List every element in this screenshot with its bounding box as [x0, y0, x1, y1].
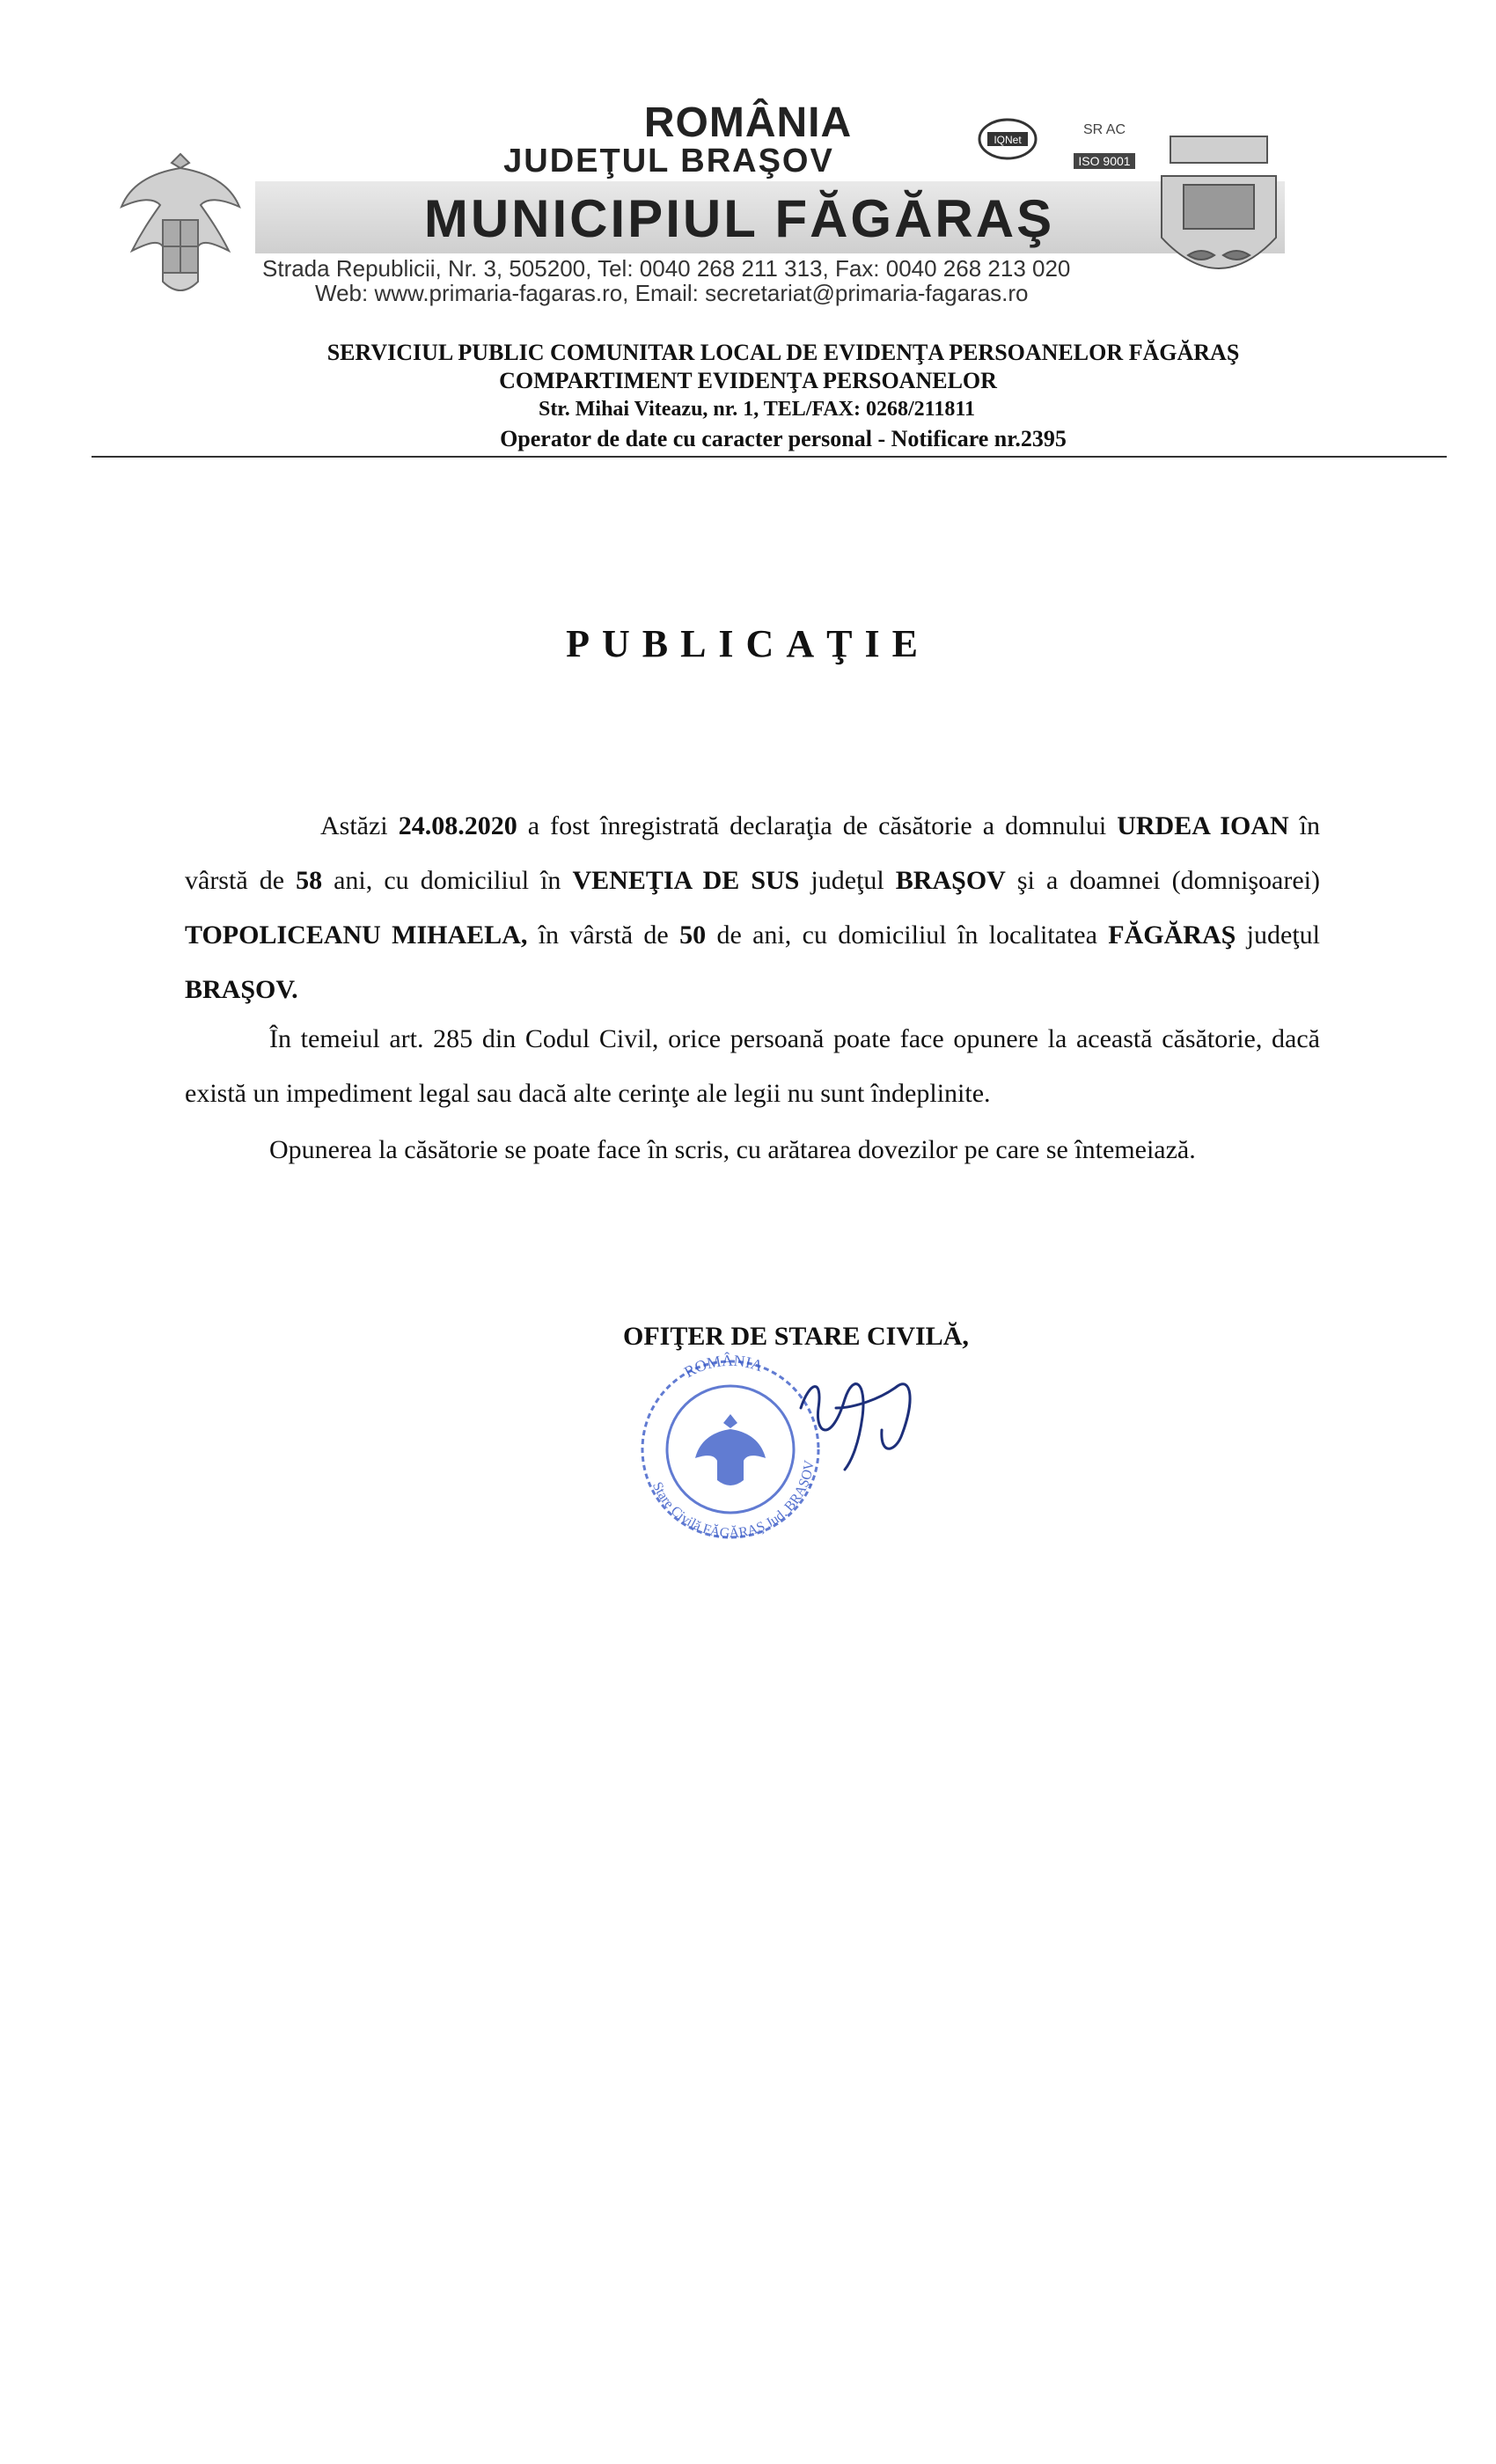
header-country: ROMÂNIA — [643, 99, 853, 146]
paragraph-opposition: Opunerea la căsătorie se poate face în scris, cu arătarea dovezilor pe care se întemeiază. — [269, 1135, 1196, 1164]
bride-name: TOPOLICEANU MIHAELA, — [185, 920, 528, 950]
groom-town: VENEŢIA DE SUS — [572, 866, 800, 895]
bride-age: 50 — [679, 920, 707, 950]
p1-text: şi a doamnei (domnişoarei) — [1005, 866, 1320, 895]
service-name: SERVICIUL PUBLIC COMUNITAR LOCAL DE EVIDENŢA PERSOANELOR FĂGĂRAŞ — [326, 340, 1240, 365]
groom-county: BRAŞOV — [895, 866, 1006, 895]
stamp-top-text: ROMÂNIA — [681, 1351, 766, 1382]
declaration-date: 24.08.2020 — [398, 811, 517, 840]
certification-logos-icon — [968, 114, 1135, 176]
header-web-email: Web: www.primaria-fagaras.ro, Email: secretariat@primaria-fagaras.ro — [315, 280, 1029, 306]
signer-title: OFIŢER DE STARE CIVILĂ, — [623, 1322, 969, 1351]
document-title: PUBLICAŢIE — [566, 622, 930, 665]
paragraph-legal-basis: În temeiul art. 285 din Codul Civil, orice persoană poate face opunere la această căsătorie, dacă există un impediment legal sau dacă alte cerinţe ale legii nu sunt îndeplinite. — [185, 1024, 1320, 1108]
p1-text: în vârstă de — [527, 920, 680, 950]
header-divider — [92, 456, 1447, 458]
fagaras-coat-of-arms-icon — [1153, 123, 1285, 299]
cert-badge-srac: SR AC — [1082, 122, 1126, 137]
stamp-bottom-text: Stare Civilă FĂGĂRAŞ Jud. BRAŞOV — [649, 1459, 818, 1542]
groom-age: 58 — [296, 866, 323, 895]
cert-badge-iqnet: IQNet — [994, 134, 1022, 146]
header-county: JUDEŢUL BRAŞOV — [503, 143, 834, 180]
bride-town: FĂGĂRAŞ — [1108, 920, 1236, 950]
handwritten-signature-icon — [783, 1346, 924, 1478]
paragraph-declaration — [185, 799, 1320, 1017]
p1-text: de ani, cu domiciliul în localitatea — [706, 920, 1109, 950]
p1-text: ani, cu domiciliul în — [322, 866, 573, 895]
data-operator-notice: Operator de date cu caracter personal - Notificare nr.2395 — [500, 426, 1067, 451]
p1-text: judeţul — [1236, 920, 1320, 950]
groom-name: URDEA IOAN — [1117, 811, 1289, 840]
header-address: Strada Republicii, Nr. 3, 505200, Tel: 0040 268 211 313, Fax: 0040 268 213 020 — [262, 255, 1071, 282]
bride-county: BRAŞOV. — [185, 975, 298, 1004]
p1-text: Astăzi — [320, 811, 399, 840]
service-address: Str. Mihai Viteazu, nr. 1, TEL/FAX: 0268/211811 — [538, 398, 976, 421]
romania-coat-of-arms-icon — [106, 136, 255, 312]
p1-text: în vârstă de — [185, 811, 1321, 895]
cert-badge-iso: ISO 9001 — [1078, 154, 1131, 168]
p1-text: a fost înregistrată declaraţia de căsătorie a domnului — [517, 811, 1118, 840]
p1-text: judeţul — [799, 866, 896, 895]
department-name: COMPARTIMENT EVIDENŢA PERSOANELOR — [499, 368, 997, 393]
header-municipality: MUNICIPIUL FĂGĂRAŞ — [423, 189, 1055, 248]
svg-text:ROMÂNIA — [681, 1351, 765, 1381]
